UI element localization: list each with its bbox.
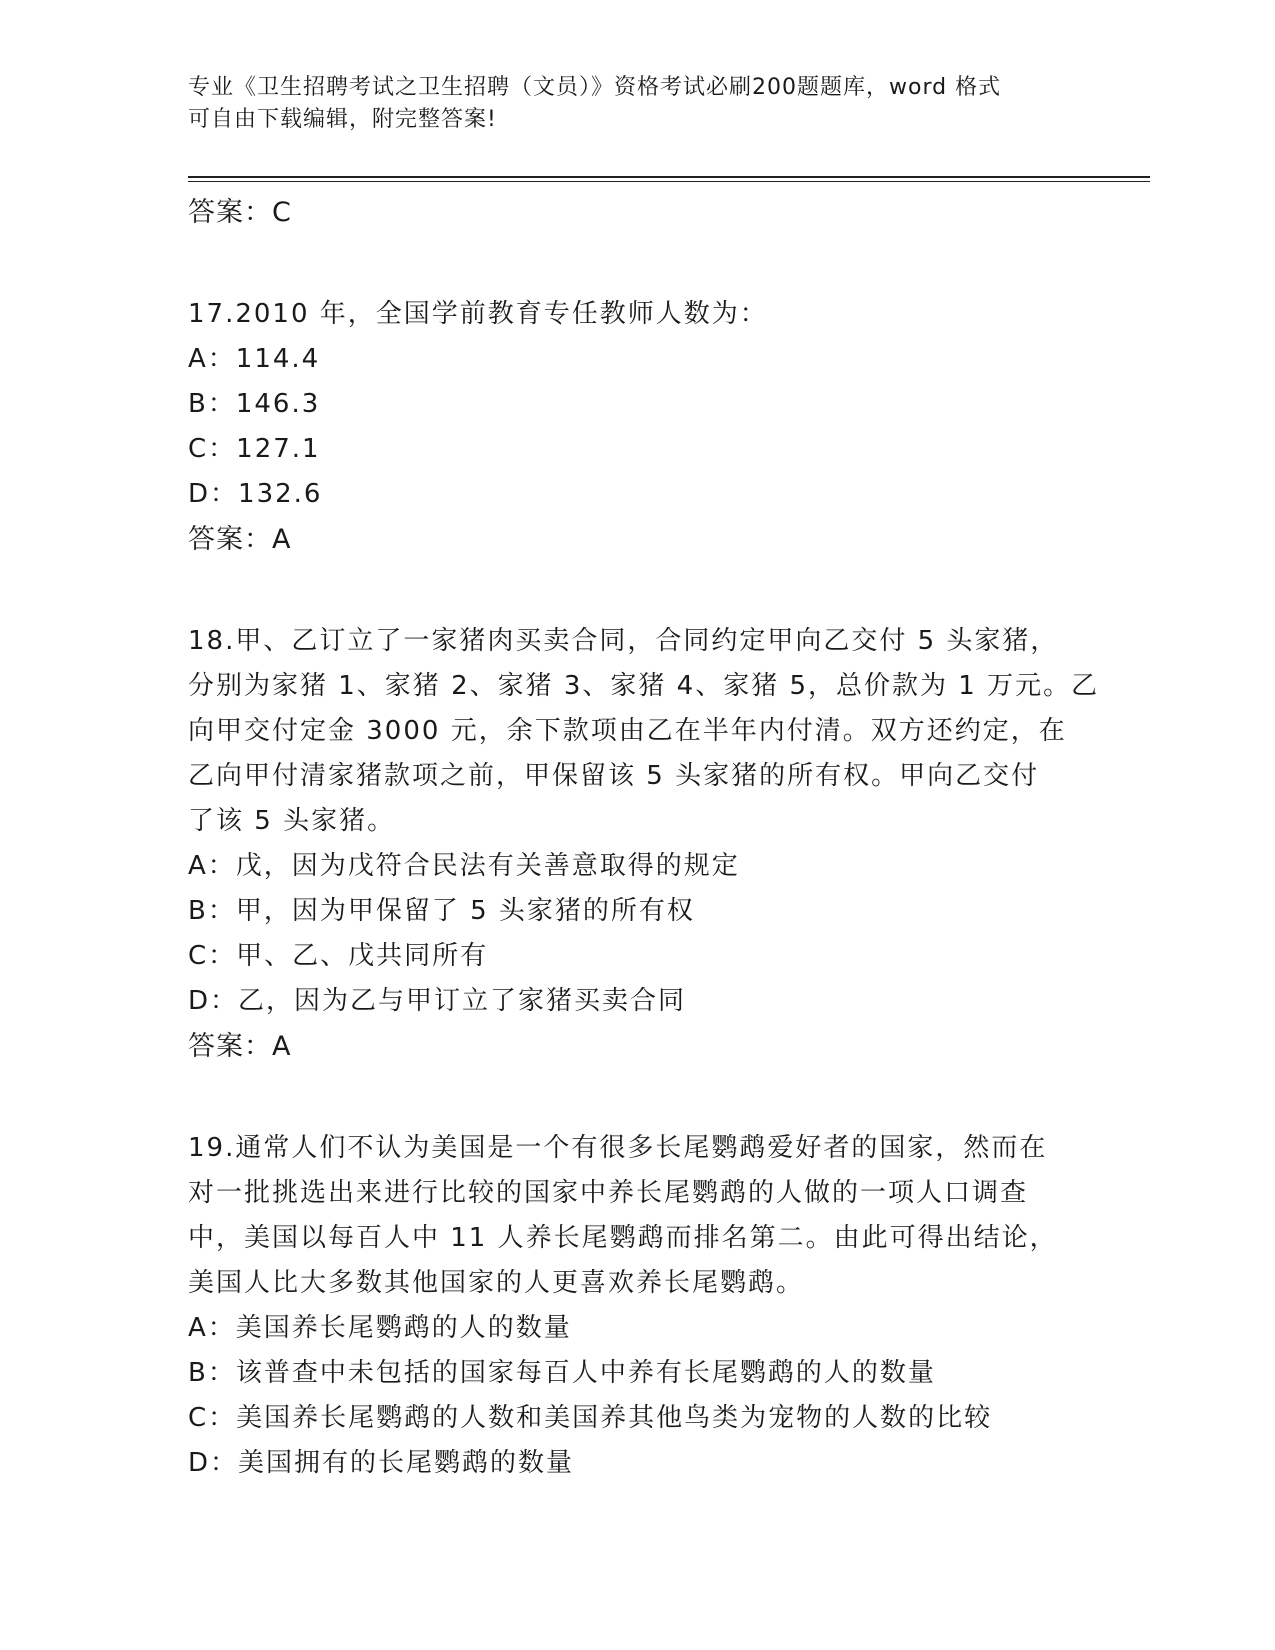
header-title-line-2: 可自由下载编辑，附完整答案! [188, 107, 497, 132]
question-text: 中，美国以每百人中 11 人养长尾鹦鹉而排名第二。由此可得出结论， [188, 1223, 1058, 1253]
question-block [188, 292, 1088, 562]
question-text: 17.2010 年，全国学前教育专任教师人数为： [188, 299, 768, 329]
option-b: B：甲，因为甲保留了 5 头家猪的所有权 [188, 896, 695, 926]
document-body [188, 190, 1100, 1486]
page-header [188, 72, 1088, 136]
question-text: 美国人比大多数其他国家的人更喜欢养长尾鹦鹉。 [188, 1268, 805, 1298]
option-c: C：美国养长尾鹦鹉的人数和美国养其他鸟类为宠物的人数的比较 [188, 1403, 993, 1433]
answer-line: 答案：A [188, 524, 292, 555]
header-title-line-1: 专业《卫生招聘考试之卫生招聘（文员）》资格考试必刷200题题库，word 格式 [188, 75, 1002, 100]
option-a: A：戊，因为戊符合民法有关善意取得的规定 [188, 851, 740, 881]
option-b: B：该普查中未包括的国家每百人中养有长尾鹦鹉的人的数量 [188, 1358, 936, 1388]
question-text: 分别为家猪 1、家猪 2、家猪 3、家猪 4、家猪 5，总价款为 1 万元。乙 [188, 671, 1100, 701]
question-block [188, 1126, 1088, 1486]
answer-line: 答案：C [188, 197, 292, 228]
option-d: D：132.6 [188, 479, 323, 509]
question-text: 了该 5 头家猪。 [188, 806, 396, 836]
question-block [188, 619, 1100, 1069]
option-d: D：乙，因为乙与甲订立了家猪买卖合同 [188, 986, 687, 1016]
header-divider-thick [188, 176, 1150, 178]
answer-line: 答案：A [188, 1031, 292, 1062]
option-c: C：甲、乙、戊共同所有 [188, 941, 489, 971]
option-b: B：146.3 [188, 389, 321, 419]
option-c: C：127.1 [188, 434, 321, 464]
question-text: 18.甲、乙订立了一家猪肉买卖合同，合同约定甲向乙交付 5 头家猪， [188, 626, 1059, 656]
question-text: 向甲交付定金 3000 元，余下款项由乙在半年内付清。双方还约定，在 [188, 716, 1067, 746]
option-d: D：美国拥有的长尾鹦鹉的数量 [188, 1448, 575, 1478]
option-a: A：美国养长尾鹦鹉的人的数量 [188, 1313, 572, 1343]
question-text: 乙向甲付清家猪款项之前，甲保留该 5 头家猪的所有权。甲向乙交付 [188, 761, 1040, 791]
option-a: A：114.4 [188, 344, 321, 374]
header-divider-thin [188, 181, 1150, 182]
question-text: 19.通常人们不认为美国是一个有很多长尾鹦鹉爱好者的国家，然而在 [188, 1133, 1048, 1163]
question-text: 对一批挑选出来进行比较的国家中养长尾鹦鹉的人做的一项人口调查 [188, 1178, 1029, 1208]
